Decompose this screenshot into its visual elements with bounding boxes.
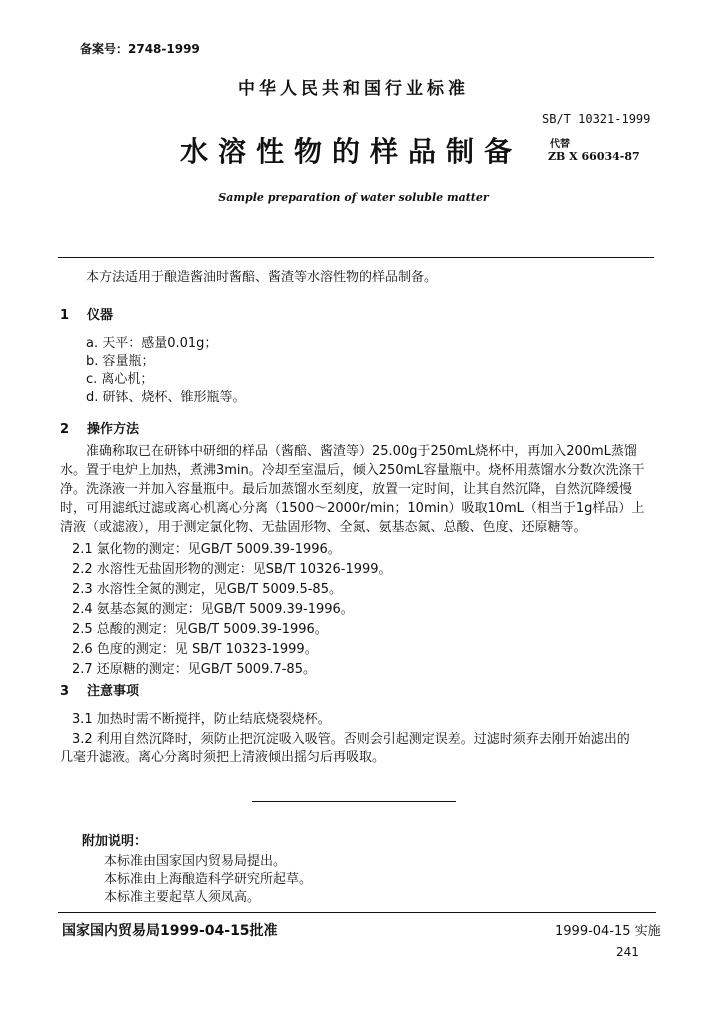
section-2-number: 2	[60, 422, 70, 437]
procedure-subitem: 2.3 水溶性全氮的测定，见GB/T 5009.5-85。	[72, 582, 342, 597]
scope-statement: 本方法适用于酿造酱油时酱醅、酱渣等水溶性物的样品制备。	[86, 270, 438, 285]
approval-statement: 国家国内贸易局1999-04-15批准	[62, 923, 278, 939]
procedure-subitem: 2.5 总酸的测定：见GB/T 5009.39-1996。	[72, 622, 328, 637]
section-1-heading	[60, 304, 113, 323]
section-1-number: 1	[60, 308, 70, 323]
notes-line: 本标准由上海酿造科学研究所起草。	[104, 872, 313, 887]
instrument-item: c. 离心机；	[86, 372, 154, 387]
english-title: Sample preparation of water soluble matter	[218, 191, 489, 204]
issuing-organization: 中华人民共和国行业标准	[238, 79, 469, 99]
section-3-heading	[60, 680, 139, 699]
footer-divider	[58, 912, 656, 913]
procedure-subitem: 2.1 氯化物的测定：见GB/T 5009.39-1996。	[72, 542, 341, 557]
page-number: 241	[616, 945, 639, 959]
notes-divider	[252, 801, 456, 802]
notes-line: 本标准主要起草人须凤高。	[104, 890, 261, 905]
section-3-number: 3	[60, 684, 70, 699]
procedure-body: 准确称取已在研钵中研细的样品（酱醅、酱渣等）25.00g于250mL烧杯中，再加入200mL蒸馏水。置于电炉上加热，煮沸3min。冷却至室温后，倾入250mL容量瓶中。烧杯用蒸馏水分数次洗涤干净。洗涤液一并加入容量瓶中。最后加蒸馏水至刻度，放置一定时间，让其自然沉降，自然沉降缓慢时，可用滤纸过滤或离心机离心分离（1500～2000r/min；10min）吸取10mL（相当于1g样品）上清液（或滤液），用于测定氯化物、无盐固形物、全氮、氨基态氮、总酸、色度、还原糖等。	[60, 444, 645, 535]
procedure-subitem: 2.4 氨基态氮的测定：见GB/T 5009.39-1996。	[72, 602, 354, 617]
precaution-item: 3.1 加热时需不断搅拌，防止结底烧裂烧杯。	[72, 712, 331, 727]
section-2-heading	[60, 418, 139, 437]
precaution-item: 3.2 利用自然沉降时，须防止把沉淀吸入吸管。否则会引起测定误差。过滤时须弃去刚开始滤出的	[72, 732, 630, 747]
instrument-item: b. 容量瓶；	[86, 354, 155, 369]
procedure-subitem: 2.2 水溶性无盐固形物的测定：见SB/T 10326-1999。	[72, 562, 392, 577]
replaces-code: ZB X 66034-87	[548, 150, 640, 163]
procedure-subitem: 2.6 色度的测定：见 SB/T 10323-1999。	[72, 642, 318, 657]
instrument-item: d. 研钵、烧杯、锥形瓶等。	[86, 390, 246, 405]
section-3-title: 注意事项	[87, 684, 140, 699]
section-2-title: 操作方法	[87, 422, 140, 437]
header-divider	[58, 257, 654, 258]
record-number: 备案号：2748-1999	[80, 42, 200, 56]
replaces-label: 代替	[550, 139, 570, 150]
precaution-item-continued: 几毫升滤液。离心分离时须把上清液倾出摇匀后再吸取。	[60, 750, 386, 765]
notes-line: 本标准由国家国内贸易局提出。	[104, 854, 287, 869]
procedure-subitem: 2.7 还原糖的测定：见GB/T 5009.7-85。	[72, 662, 316, 677]
document-title: 水溶性物的样品制备	[180, 135, 523, 168]
standard-number: SB/T 10321-1999	[542, 112, 651, 126]
instrument-item: a. 天平：感量0.01g；	[86, 336, 218, 351]
section-1-title: 仪器	[87, 308, 114, 323]
notes-title: 附加说明：	[82, 834, 148, 849]
effective-date: 1999-04-15 实施	[555, 924, 661, 939]
